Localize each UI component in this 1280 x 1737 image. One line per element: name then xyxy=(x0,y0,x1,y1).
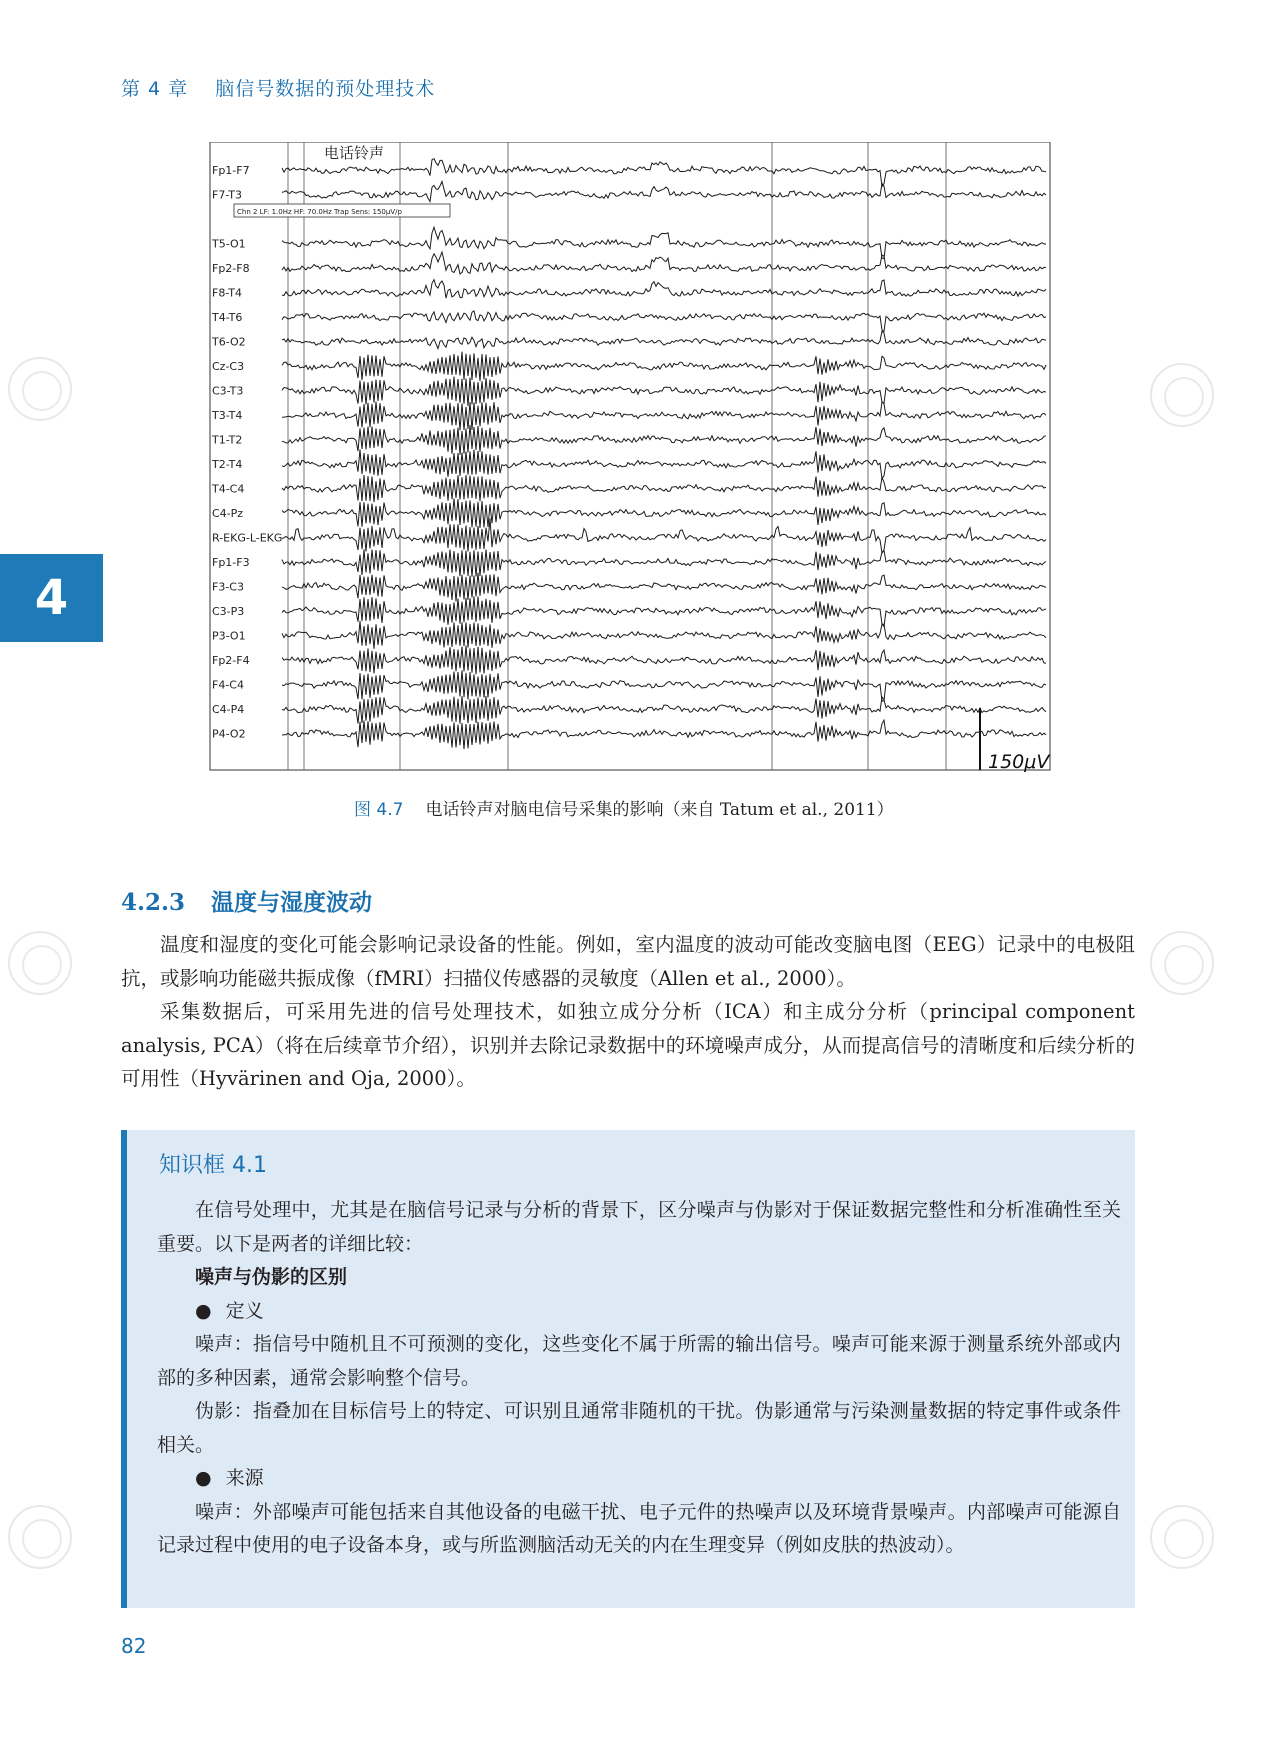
channel-label: T5-O1 xyxy=(212,237,246,251)
running-head-title: 脑信号数据的预处理技术 xyxy=(215,78,436,100)
settings-label: Chn 2 LF: 1.0Hz HF: 70.0Hz Trap Sens: 150μV/p xyxy=(237,208,402,216)
kbox-intro: 在信号处理中，尤其是在脑信号记录与分析的背景下，区分噪声与伪影对于保证数据完整性和分析准确性至关重要。以下是两者的详细比较： xyxy=(157,1199,1121,1255)
ring-annotation: 电话铃声 xyxy=(324,144,385,162)
kbox-noise-source: 噪声：外部噪声可能包括来自其他设备的电磁干扰、电子元件的热噪声以及环境背景噪声。内部噪声可能源自记录过程中使用的电子设备本身，或与所监测脑活动无关的内在生理变异（例如皮肤的热波动）。 xyxy=(157,1500,1121,1556)
eeg-frame xyxy=(210,142,1050,770)
channel-label: F7-T3 xyxy=(212,188,243,202)
channel-label: T4-C4 xyxy=(212,482,245,496)
kbox-subheading: 噪声与伪影的区别 xyxy=(195,1266,348,1288)
paragraph: 温度和湿度的变化可能会影响记录设备的性能。例如，室内温度的波动可能改变脑电图（EEG）记录中的电极阻抗，或影响功能磁共振成像（fMRI）扫描仪传感器的灵敏度（Allen et al., 2000）。 xyxy=(121,933,1135,990)
channel-label: T1-T2 xyxy=(212,433,243,447)
section-heading xyxy=(121,884,372,917)
knowledge-box-title: 知识框 4.1 xyxy=(159,1153,267,1178)
channel-label: T2-T4 xyxy=(212,458,243,471)
channel-label: P4-O2 xyxy=(212,727,246,741)
channel-label: C4-P4 xyxy=(212,703,245,716)
kbox-bullet-label: 定义 xyxy=(225,1299,264,1322)
channel-label: T6-O2 xyxy=(212,335,246,349)
eeg-figure xyxy=(200,142,1060,778)
bullet-icon: ● xyxy=(195,1299,212,1322)
eeg-trace-plot xyxy=(200,142,1060,778)
channel-label: Fp1-F3 xyxy=(212,556,250,569)
kbox-noise-definition: 噪声：指信号中随机且不可预测的变化，这些变化不属于所需的输出信号。噪声可能来源于测量系统外部或内部的多种因素，通常会影响整个信号。 xyxy=(157,1333,1121,1389)
channel-label: P3-O1 xyxy=(212,629,246,643)
section-title: 温度与湿度波动 xyxy=(211,889,373,916)
scale-label: 150μV xyxy=(988,751,1050,773)
publisher-watermark-icon xyxy=(1150,363,1214,427)
channel-label: F4-C4 xyxy=(212,678,244,692)
publisher-watermark-icon xyxy=(8,931,72,995)
publisher-watermark-icon xyxy=(1150,1505,1214,1569)
channel-label: T4-T6 xyxy=(212,311,243,324)
knowledge-box xyxy=(121,1130,1135,1608)
knowledge-box-body xyxy=(157,1194,1121,1563)
running-head-chapter: 第 4 章 xyxy=(121,78,189,100)
bullet-icon: ● xyxy=(195,1467,212,1489)
chapter-tab: 4 xyxy=(0,554,103,642)
kbox-bullet-definition xyxy=(157,1295,1121,1329)
channel-label: Fp2-F8 xyxy=(212,262,250,275)
channel-label: T3-T4 xyxy=(212,409,243,422)
channel-label: Cz-C3 xyxy=(212,360,245,373)
body-text xyxy=(121,928,1135,1096)
channel-label: C3-T3 xyxy=(212,384,244,398)
channel-label: Fp2-F4 xyxy=(212,654,250,667)
channel-label: C4-Pz xyxy=(212,507,244,520)
publisher-watermark-icon xyxy=(1150,931,1214,995)
publisher-watermark-icon xyxy=(8,357,72,421)
channel-label: F8-T4 xyxy=(212,286,243,300)
figure-caption xyxy=(354,795,894,820)
running-head xyxy=(121,74,455,101)
section-number: 4.2.3 xyxy=(121,889,186,916)
kbox-bullet-source xyxy=(157,1462,1121,1496)
figure-label: 图 4.7 xyxy=(354,800,404,820)
channel-label: R-EKG-L-EKG xyxy=(212,531,283,545)
channel-label: F3-C3 xyxy=(212,580,244,594)
kbox-bullet-label: 来源 xyxy=(225,1467,264,1489)
kbox-artifact-definition: 伪影：指叠加在目标信号上的特定、可识别且通常非随机的干扰。伪影通常与污染测量数据的特定事件或条件相关。 xyxy=(157,1400,1121,1456)
publisher-watermark-icon xyxy=(8,1505,72,1569)
paragraph: 采集数据后，可采用先进的信号处理技术，如独立成分分析（ICA）和主成分分析（principal component analysis, PCA）（将在后续章节介绍），识别并去除记录数据中的环境噪声成分，从而提高信号的清晰度和后续分析的可用性（Hyvärinen and Oja, 2000）。 xyxy=(121,1000,1135,1090)
channel-label: Fp1-F7 xyxy=(212,164,250,177)
page-number: 82 xyxy=(121,1634,147,1658)
channel-label: C3-P3 xyxy=(212,605,245,618)
figure-caption-text: 电话铃声对脑电信号采集的影响（来自 Tatum et al., 2011） xyxy=(425,800,894,820)
